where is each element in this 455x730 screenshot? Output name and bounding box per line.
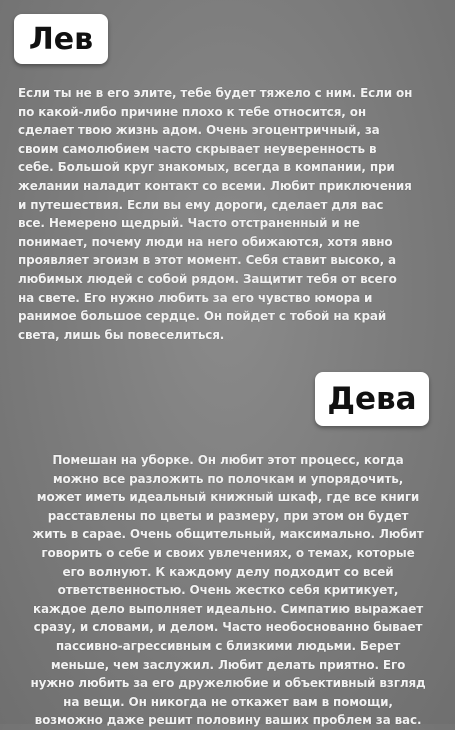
leo-title-badge xyxy=(14,14,108,64)
virgo-text-line: каждое дело выполняет идеально. Симпатию выражает xyxy=(32,601,424,616)
leo-title: Лев xyxy=(28,21,94,57)
virgo-text-line: жить в сарае. Очень общительный, максимально. Любит xyxy=(32,527,424,542)
virgo-text-line: можно все разложить по полочкам и упорядочить, xyxy=(52,471,404,486)
leo-text-line: понимает, почему люди на него обижаются, хотя явно xyxy=(18,234,393,249)
virgo-text-line: нужно любить за его дружелюбие и объективный взгляд xyxy=(30,676,426,691)
leo-text-line: и путешествия. Если вы ему дороги, сделает для вас xyxy=(18,197,384,212)
virgo-text-line: ответственностью. Очень жестко себя критикует, xyxy=(57,583,399,598)
leo-text-line: сделает твою жизнь адом. Очень эгоцентричный, за xyxy=(18,123,380,138)
virgo-text-line: пассивно-агрессивным с близкими людьми. Берет xyxy=(55,638,401,653)
virgo-text-line: говорить о себе и своих увлечениях, о темах, которые xyxy=(41,545,415,560)
virgo-text-line: меньше, чем заслужил. Любит делать приятно. Его xyxy=(50,657,406,672)
leo-text-line: проявляет эгоизм в этот момент. Себя ставит высоко, а xyxy=(18,253,396,268)
leo-text-line: своим самолюбием часто скрывает неуверенность в xyxy=(18,141,377,156)
virgo-title-badge xyxy=(315,372,429,426)
virgo-description xyxy=(8,451,448,730)
virgo-text-line: на вещи. Он никогда не откажет вам в помощи, xyxy=(63,694,393,709)
leo-text-line: любимых людей с собой рядом. Защитит тебя от всего xyxy=(18,271,397,286)
leo-text-line: на свете. Его нужно любить за его чувство юмора и xyxy=(18,290,373,305)
virgo-text-line: может иметь идеальный книжный шкаф, где все книги xyxy=(36,490,420,505)
leo-description xyxy=(18,84,448,344)
leo-text-line: по какой-либо причине плохо к тебе относится, он xyxy=(18,104,366,119)
leo-text-line: себе. Большой круг знакомых, всегда в компании, при xyxy=(18,160,395,175)
virgo-text-line: Помешан на уборке. Он любит этот процесс, когда xyxy=(52,453,404,467)
leo-text-line: желании наладит контакт со всеми. Любит приключения xyxy=(18,178,412,193)
leo-text-line: Если ты не в его элите, тебе будет тяжело с ним. Если он xyxy=(18,86,413,100)
leo-text-line: ранимое большое сердце. Он пойдет с тобой на край xyxy=(18,309,387,324)
virgo-text-line: его волнуют. К каждому делу подходит со всей xyxy=(62,564,394,579)
virgo-title: Дева xyxy=(327,381,417,417)
leo-text-line: света, лишь бы повеселиться. xyxy=(18,327,225,342)
virgo-text-line: возможно даже решит половину ваших проблем за вас. xyxy=(34,713,422,728)
virgo-text-line: расставлены по цветы и размеру, при этом он будет xyxy=(47,508,409,523)
leo-text-line: все. Немерено щедрый. Часто отстраненный и не xyxy=(18,216,360,231)
virgo-text-line: сразу, и словами, и делом. Часто необоснованно бывает xyxy=(33,620,423,635)
